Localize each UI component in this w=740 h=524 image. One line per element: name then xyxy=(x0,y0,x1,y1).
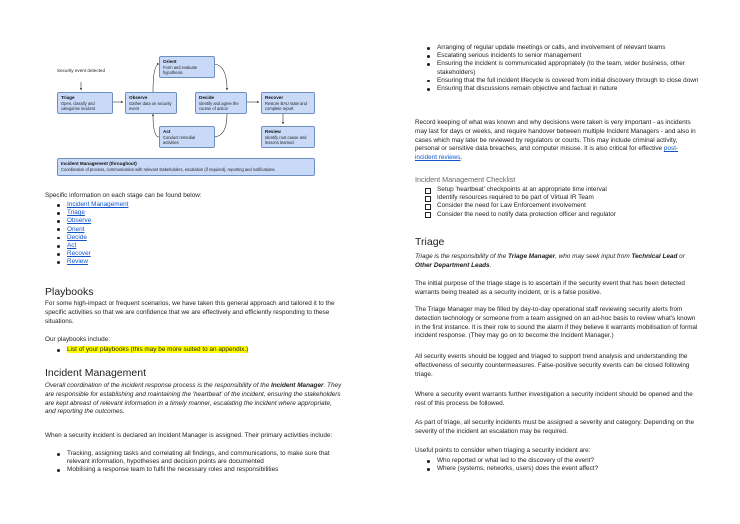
decide-node-desc: Identify and agree the course of action xyxy=(199,100,239,111)
list-item xyxy=(415,194,700,202)
department-leads-bold: Other Department Leads xyxy=(415,261,490,269)
list-item xyxy=(415,211,700,219)
triage-paragraph-3: All security events should be logged and triaged to support trend analysis and understanding the effectiveness of security countermeasures. False-positive security events can be closed following triage. xyxy=(415,353,690,378)
im-paragraph: When a security incident is declared an Incident Manager is assigned. Their primary activities include: xyxy=(45,432,333,439)
stage-link-list xyxy=(45,201,345,267)
triage-intro xyxy=(415,253,700,271)
list-item[interactable] xyxy=(45,234,345,242)
checklist-heading: Incident Management Checklist xyxy=(415,175,516,184)
im-node-title: Incident Management (throughout) xyxy=(61,161,137,166)
triage-paragraph-2: The Triage Manager may be filled by day-to-day operational staff reviewing security alerts from detection technology or someone from a team assigned on an ad-hoc basis to review what's known in the first instance. It is their role to sound the alarm if they believe it warrants mobilisation of formal incident response. (They may go on to become the Incident Manager.) xyxy=(415,306,698,340)
playbooks-include: Our playbooks include: xyxy=(45,336,111,343)
triage-intro-4: . xyxy=(489,261,492,269)
triage-node-title: Triage xyxy=(61,95,75,100)
triage-intro-3: or xyxy=(677,253,685,260)
triage-node-desc: Open, classify and categorise incident xyxy=(61,100,96,111)
stage-link[interactable]: Recover xyxy=(67,250,91,258)
act-node-desc: Conduct remedial activities xyxy=(163,134,196,145)
triage-intro-1: Triage is the responsibility of the xyxy=(415,253,508,260)
list-item[interactable] xyxy=(45,201,345,209)
stage-link[interactable]: Review xyxy=(67,258,88,266)
list-item xyxy=(415,186,700,194)
playbooks-item: List of your playbooks (this may be more suited to an appendix.) xyxy=(67,346,249,353)
stage-link[interactable]: Observe xyxy=(67,217,92,225)
playbooks-heading: Playbooks xyxy=(45,286,94,298)
orient-node-title: Orient xyxy=(163,59,177,64)
triage-node xyxy=(57,92,113,114)
act-node-title: Act xyxy=(163,129,171,134)
triage-questions-list xyxy=(415,457,700,473)
list-item xyxy=(45,450,345,466)
list-item[interactable] xyxy=(45,226,345,234)
list-item xyxy=(415,60,700,76)
post-incident-reviews-link[interactable]: post-incident reviews xyxy=(415,145,679,162)
record-keeping-paragraph xyxy=(415,119,700,163)
im-activities-list xyxy=(45,450,345,475)
list-item xyxy=(415,85,700,93)
im-intro-2: . They are responsible for establishing and maintaining the 'heartbeat' of the incident, ensuring the stakeholders are kept abreast of relevant information in a timely manner, escalating the incident where appropriate, and reporting the outcomes. xyxy=(45,382,342,416)
list-item-text: Ensuring that the full incident lifecycle is covered from initial discovery through to close down xyxy=(437,76,699,84)
list-item xyxy=(415,457,700,465)
incident-process-diagram xyxy=(55,52,317,178)
list-item-text: Ensuring that discussions remain objective and factual in nature xyxy=(437,85,618,93)
im-intro xyxy=(45,382,343,417)
triage-paragraph-1: The initial purpose of the triage stage is to ascertain if the security event that has been detected warrants being treated as a security incident, or is a false positive. xyxy=(415,280,685,296)
list-item-text: Arranging of regular update meetings or calls, and involvement of relevant teams xyxy=(437,44,666,51)
list-item xyxy=(415,77,700,85)
list-item[interactable] xyxy=(45,242,345,250)
list-item-text: Mobilising a response team to fulfil the necessary roles and responsibilities xyxy=(67,466,279,474)
record-keeping-text: Record keeping of what was known and why decisions were taken is very important - as incidents may last for days or weeks, and require handover between multiple Incident Managers - and also in cases which may later be reviewed by regulators or courts. This may include criminal activity, personal or sensitive data breaches, and computer misuse. It is also critical for effective xyxy=(415,119,696,153)
list-item-text: Escalating serious incidents to senior management xyxy=(437,52,582,60)
list-item-text: Ensuring the incident is communicated appropriately (to the team, wider business, other stakeholders) xyxy=(437,60,685,76)
list-item xyxy=(415,202,700,210)
act-node xyxy=(159,126,215,148)
stage-link[interactable]: Orient xyxy=(67,225,85,233)
recover-node xyxy=(261,92,315,114)
list-item xyxy=(415,465,700,473)
list-item xyxy=(45,346,345,354)
list-item-text: Setup 'heartbeat' checkpoints at an appropriate time interval xyxy=(437,186,607,193)
playbooks-paragraph: For some high-impact or frequent scenarios, we have taken this general approach and tailored it to the specific activities so that we are confidence that we are effectively and efficiently responding to these situations. xyxy=(45,300,335,325)
playbooks-list xyxy=(45,346,345,354)
decide-node-title: Decide xyxy=(199,95,215,100)
stage-link[interactable]: Act xyxy=(67,242,77,250)
list-item-text: Tracking, assigning tasks and correlating all findings, and communications, to make sure that relevant information, hypotheses and decision points are documented xyxy=(67,450,330,466)
technical-lead-bold: Technical Lead xyxy=(631,253,678,260)
list-item[interactable] xyxy=(45,258,345,266)
im-intro-bold: Incident Manager xyxy=(270,382,324,389)
triage-heading: Triage xyxy=(415,236,445,248)
recover-node-desc: Restore BAU state and complete report xyxy=(265,100,307,111)
recover-node-title: Recover xyxy=(265,95,284,100)
stages-intro: Specific information on each stage can be found below: xyxy=(45,192,202,199)
orient-node xyxy=(159,56,215,78)
im-intro-1: Overall coordination of the incident response process is the responsibility of the xyxy=(45,382,271,389)
checklist xyxy=(415,186,700,219)
list-item-text: Consider the need for Law Enforcement involvement xyxy=(437,202,586,210)
record-keeping-end: . xyxy=(460,154,463,162)
list-item[interactable] xyxy=(45,217,345,225)
stage-link[interactable]: Triage xyxy=(67,209,85,217)
triage-paragraph-6: Useful points to consider when triaging a security incident are: xyxy=(415,447,591,454)
triage-intro-2: , who may seek input from xyxy=(555,253,632,260)
triage-paragraph-5: As part of triage, all security incidents must be assigned a severity and category. Depending on the severity of the incident an escalation may be required. xyxy=(415,419,695,435)
decide-node xyxy=(195,92,247,114)
incident-management-node xyxy=(57,158,315,176)
list-item-text: Consider the need to notify data protection officer and regulator xyxy=(437,210,616,218)
review-node xyxy=(261,126,315,148)
im-node-desc: Coordination of process, communication with relevant stakeholders, escalation (if required), reporting and notifications. xyxy=(61,166,276,172)
im-activities-list-continued xyxy=(415,44,700,93)
list-item-text: Identify resources required to be part of Virtual IR Team xyxy=(437,194,594,202)
event-detected-label: Security event detected xyxy=(57,68,106,73)
observe-node xyxy=(125,92,177,114)
list-item[interactable] xyxy=(45,250,345,258)
list-item xyxy=(45,466,345,474)
triage-manager-bold: Triage Manager xyxy=(507,253,556,260)
list-item xyxy=(415,44,700,52)
orient-node-desc: Form and evaluate hypothesis xyxy=(163,64,198,75)
list-item xyxy=(415,52,700,60)
incident-management-heading: Incident Management xyxy=(45,367,146,379)
stage-link[interactable]: Incident Management xyxy=(67,201,129,208)
triage-paragraph-4: Where a security event warrants further investigation a security incident should be opened and the rest of this process be followed. xyxy=(415,391,693,407)
list-item-text: Where (systems, networks, users) does the event affect? xyxy=(437,465,599,473)
list-item[interactable] xyxy=(45,209,345,217)
review-node-title: Review xyxy=(265,129,281,134)
observe-node-desc: Gather data on security event xyxy=(129,100,172,111)
review-node-desc: Identify root cause and lessons learned xyxy=(265,134,307,145)
observe-node-title: Observe xyxy=(129,95,148,100)
stage-link[interactable]: Decide xyxy=(67,233,87,241)
list-item-text: Who reported or what led to the discovery of the event? xyxy=(437,457,595,464)
